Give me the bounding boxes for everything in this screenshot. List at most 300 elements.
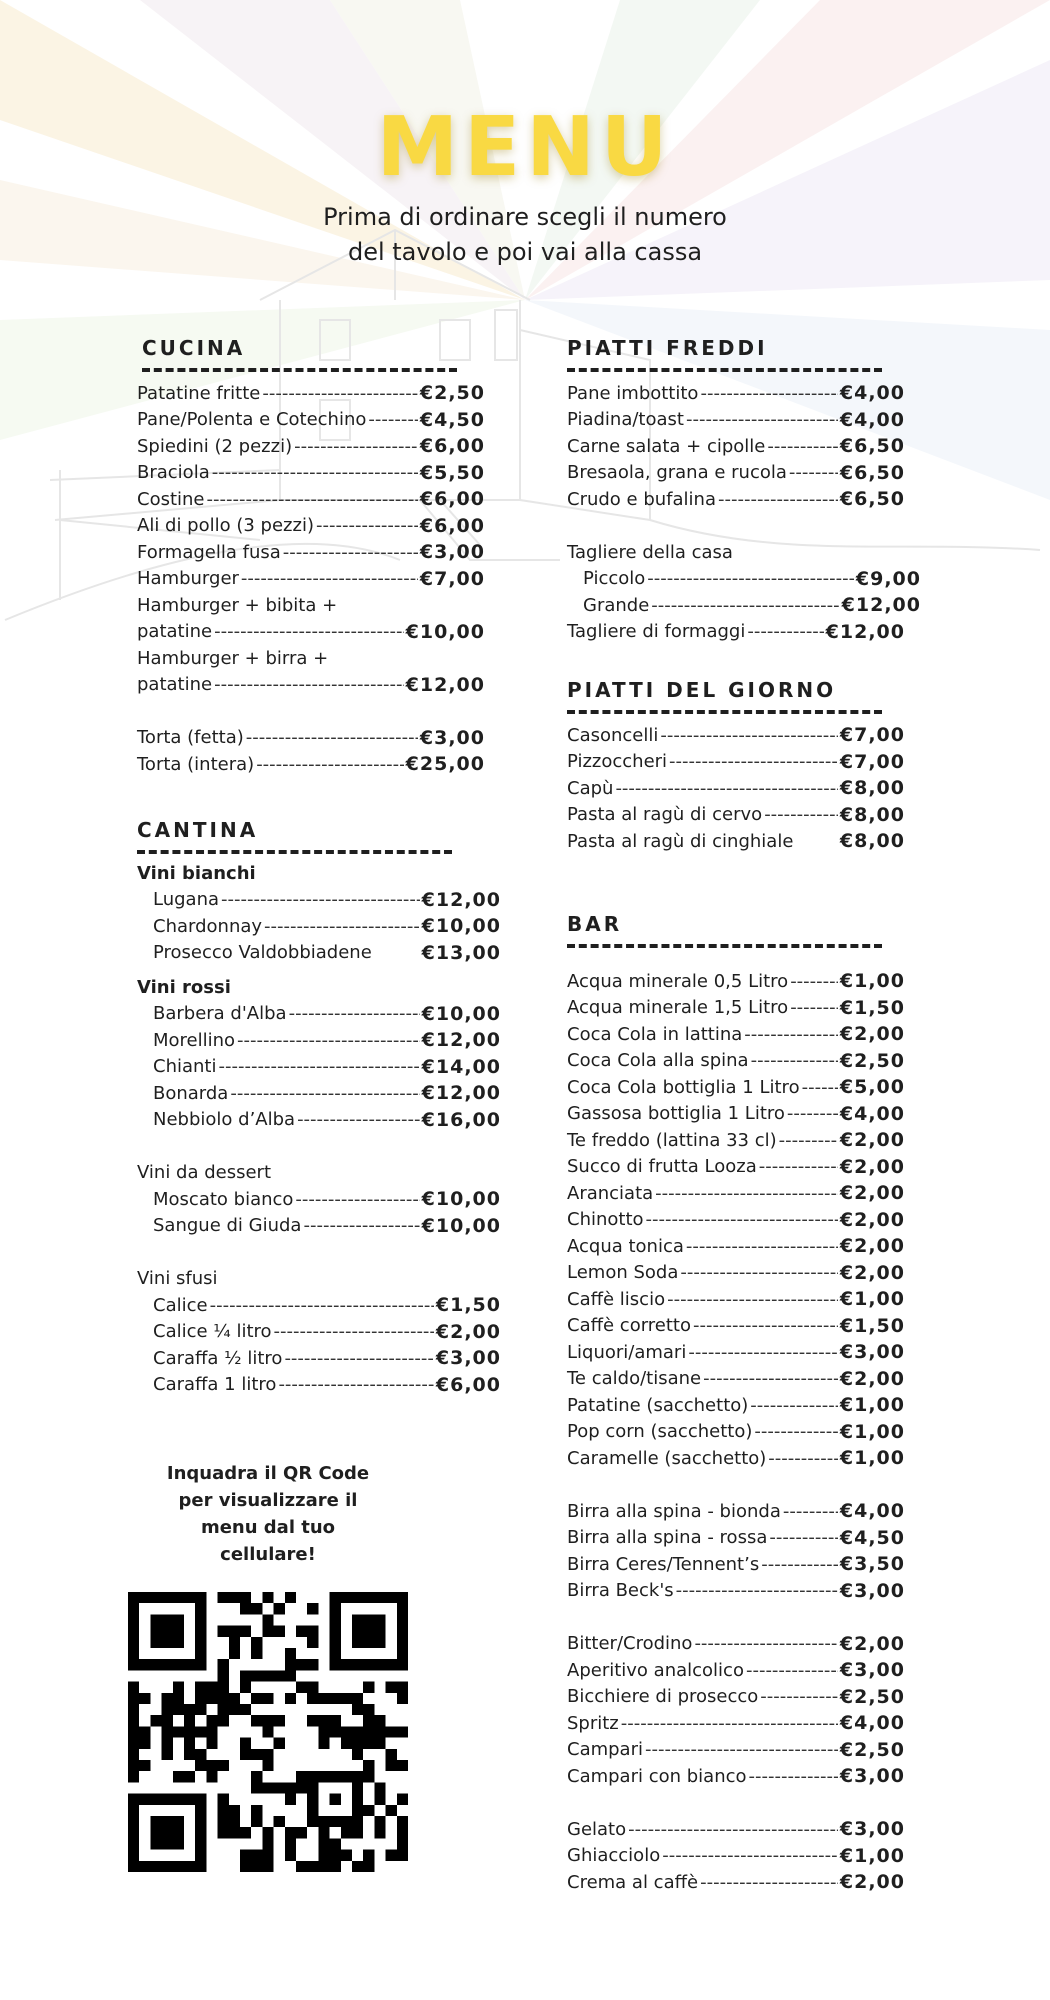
menu-item-price: €12,00	[825, 620, 905, 643]
menu-item-name: Chardonnay	[153, 915, 263, 937]
menu-item-name: Birra alla spina - bionda	[567, 1500, 781, 1522]
menu-title: MENU	[376, 100, 674, 195]
menu-item-price: €10,00	[421, 1188, 501, 1210]
leader-dashes	[230, 1083, 419, 1104]
item-label: Hamburger + birra +	[137, 647, 329, 669]
menu-item	[137, 913, 501, 939]
menu-item	[567, 1525, 905, 1551]
menu-item-price: €8,00	[839, 830, 905, 852]
menu-item-price: €2,50	[419, 382, 485, 404]
menu-item-name: Patatine (sacchetto)	[567, 1394, 749, 1416]
menu-item	[137, 1107, 501, 1133]
menu-item-price: €1,00	[839, 970, 905, 992]
menu-item	[137, 513, 485, 539]
leader-dashes	[686, 409, 838, 430]
leader-dashes	[693, 1315, 838, 1336]
leader-dashes	[759, 1156, 838, 1177]
menu-item-price: €2,00	[435, 1320, 501, 1343]
menu-item	[567, 1710, 905, 1736]
leader-dashes	[295, 1189, 419, 1210]
menu-item	[137, 1292, 501, 1318]
leader-dashes	[768, 1448, 838, 1469]
menu-item-price: €3,00	[839, 1765, 905, 1787]
menu-item-name: Gelato	[567, 1818, 627, 1840]
menu-item-name: Te freddo (lattina 33 cl)	[567, 1129, 777, 1151]
menu-item	[567, 1127, 905, 1153]
leader-dashes	[761, 1554, 838, 1575]
menu-item-name: Casoncelli	[567, 724, 659, 746]
menu-item-name: Lemon Soda	[567, 1262, 679, 1283]
menu-item-price: €10,00	[405, 620, 485, 643]
menu-item-name: Ali di pollo (3 pezzi)	[137, 515, 314, 536]
menu-item-name: Calice ¼ litro	[153, 1321, 272, 1342]
menu-item-price: €8,00	[839, 777, 905, 799]
menu-item-price: €6,00	[419, 514, 485, 537]
menu-item-price: €2,00	[839, 1155, 905, 1178]
menu-item-name: Aranciata	[567, 1182, 654, 1204]
menu-item-price: €2,00	[839, 1871, 905, 1893]
menu-item-price: €3,00	[839, 1818, 905, 1840]
menu-item-name: Pane/Polenta e Cotechino	[137, 409, 367, 430]
menu-item-price: €1,50	[839, 1314, 905, 1337]
menu-item	[567, 1631, 905, 1657]
leader-dashes	[221, 889, 420, 910]
leader-dashes	[294, 436, 418, 457]
menu-item-price: €4,00	[839, 1102, 905, 1125]
menu-item-name: Birra Beck's	[567, 1580, 674, 1601]
menu-item-price: €6,50	[839, 461, 905, 484]
menu-item	[567, 1207, 905, 1233]
menu-item-price: €7,00	[419, 567, 485, 590]
menu-item-name: Nebbiolo d’Alba	[153, 1109, 296, 1130]
menu-item-name: Caffè corretto	[567, 1315, 691, 1336]
leader-dashes	[241, 568, 418, 589]
item-label: Tagliere della casa	[567, 541, 733, 563]
menu-item-price: €4,00	[839, 1500, 905, 1522]
menu-item-name: Calice	[153, 1294, 208, 1316]
section-divider	[137, 850, 452, 854]
menu-item-name: Capù	[567, 777, 614, 799]
menu-item	[137, 380, 485, 406]
menu-item-price: €12,00	[841, 594, 921, 616]
menu-item	[567, 749, 905, 775]
menu-item-price: €4,50	[839, 1526, 905, 1549]
menu-item-price: €2,50	[839, 1685, 905, 1708]
leader-dashes	[662, 1845, 838, 1866]
leader-dashes	[283, 542, 418, 563]
leader-dashes	[655, 1183, 838, 1204]
leader-dashes	[210, 1295, 434, 1316]
menu-item	[137, 1001, 501, 1027]
menu-item	[137, 887, 501, 913]
subtitle-line-2: del tavolo e poi vai alla cassa	[347, 238, 703, 266]
item-label: Vini da dessert	[137, 1162, 272, 1183]
section-divider	[567, 368, 882, 372]
menu-item	[567, 1180, 905, 1206]
menu-item	[567, 1657, 905, 1683]
menu-item-name: Chinotto	[567, 1209, 644, 1230]
menu-item-name: patatine	[137, 621, 213, 642]
leader-dashes	[749, 1766, 838, 1787]
menu-item	[567, 828, 905, 854]
leader-dashes	[769, 1527, 838, 1548]
menu-item	[567, 1684, 905, 1710]
menu-item-name: Spiedini (2 pezzi)	[137, 435, 293, 457]
leader-dashes	[274, 1321, 434, 1342]
menu-item-name: Crema al caffè	[567, 1871, 699, 1893]
menu-item	[567, 1843, 905, 1869]
leader-dashes	[628, 1819, 838, 1840]
menu-item	[567, 1286, 905, 1312]
menu-item	[567, 1260, 905, 1286]
menu-item-price: €1,50	[435, 1294, 501, 1316]
leader-dashes	[651, 595, 839, 616]
section-divider	[567, 710, 882, 714]
menu-item	[567, 968, 905, 994]
menu-item-name: Caramelle (sacchetto)	[567, 1447, 767, 1469]
leader-dashes	[751, 1050, 838, 1071]
menu-item-price: €1,00	[839, 1420, 905, 1443]
menu-item-price: €5,00	[839, 1076, 905, 1098]
menu-item	[567, 486, 905, 512]
subsection-label: Vini rossi	[137, 976, 231, 998]
menu-item-price: €16,00	[421, 1108, 501, 1131]
menu-item-price: €12,00	[421, 1082, 501, 1104]
section-title-cucina: CUCINA	[142, 336, 246, 360]
menu-item-name: Pizzoccheri	[567, 751, 668, 772]
qr-code[interactable]	[128, 1592, 408, 1872]
menu-item-name: Caraffa 1 litro	[153, 1374, 277, 1395]
menu-item	[137, 619, 485, 645]
item-label: Hamburger + bibita +	[137, 594, 338, 616]
menu-item-name: Prosecco Valdobbiadene	[153, 942, 372, 963]
menu-item-name: Pane imbottito	[567, 382, 699, 404]
leader-dashes	[676, 1580, 838, 1601]
section-title-piatti-del-giorno: PIATTI DEL GIORNO	[567, 678, 837, 702]
menu-item-price: €1,00	[839, 1844, 905, 1867]
menu-item-name: Coca Cola alla spina	[567, 1050, 749, 1071]
menu-item	[137, 940, 501, 966]
menu-item	[567, 566, 921, 592]
menu-item-name: Torta (fetta)	[137, 727, 244, 748]
leader-dashes	[718, 489, 838, 510]
menu-item	[137, 1080, 501, 1106]
menu-item-name: Bresaola, grana e rucola	[567, 462, 787, 483]
leader-dashes	[646, 1209, 838, 1230]
leader-dashes	[284, 1348, 433, 1369]
menu-item	[567, 460, 905, 486]
menu-item-price: €2,00	[839, 1208, 905, 1231]
menu-item-price: €12,00	[405, 673, 485, 696]
menu-item-name: Hamburger	[137, 568, 239, 589]
menu-item-name: Pasta al ragù di cervo	[567, 804, 763, 825]
leader-dashes	[667, 1289, 838, 1310]
menu-item-price: €6,50	[839, 435, 905, 457]
menu-item-price: €7,00	[839, 724, 905, 746]
menu-item-price: €2,50	[839, 1049, 905, 1072]
menu-item-price: €3,50	[839, 1553, 905, 1575]
menu-item-price: €2,00	[839, 1023, 905, 1045]
menu-item-price: €9,00	[855, 567, 921, 590]
menu-item	[137, 1372, 501, 1398]
menu-item-price: €2,00	[839, 1632, 905, 1655]
menu-item-price: €3,00	[839, 1341, 905, 1363]
leader-dashes	[207, 489, 418, 510]
leader-dashes	[212, 462, 418, 483]
leader-dashes	[218, 1056, 419, 1077]
menu-item-name: Acqua minerale 1,5 Litro	[567, 997, 789, 1018]
menu-item	[137, 1027, 501, 1053]
menu-item-name: Bicchiere di prosecco	[567, 1686, 759, 1707]
menu-item-price: €3,00	[839, 1659, 905, 1681]
menu-item	[567, 1366, 905, 1392]
qr-text-line: menu dal tuo	[200, 1517, 336, 1538]
qr-instructions	[158, 1460, 378, 1568]
menu-item	[567, 1154, 905, 1180]
leader-dashes	[767, 436, 838, 457]
menu-item-price: €5,50	[419, 461, 485, 484]
menu-item-name: Crudo e bufalina	[567, 488, 716, 510]
menu-item	[567, 1021, 905, 1047]
menu-item	[137, 486, 485, 512]
menu-item	[137, 407, 485, 433]
menu-item	[567, 592, 921, 618]
menu-item-price: €3,00	[435, 1347, 501, 1369]
menu-item-price: €13,00	[421, 941, 501, 964]
leader-dashes	[660, 725, 838, 746]
menu-item	[567, 380, 905, 406]
menu-item-name: Ghiacciolo	[567, 1845, 661, 1866]
leader-dashes	[750, 1395, 838, 1416]
menu-item-name: Campari con bianco	[567, 1765, 747, 1787]
leader-dashes	[700, 383, 837, 404]
leader-dashes	[303, 1215, 419, 1236]
menu-item-name: Aperitivo analcolico	[567, 1659, 744, 1681]
menu-item-name: Moscato bianco	[153, 1188, 294, 1210]
leader-dashes	[264, 916, 420, 937]
leader-dashes	[764, 804, 838, 825]
menu-item	[567, 995, 905, 1021]
menu-item-name: patatine	[137, 674, 213, 695]
menu-item-price: €10,00	[421, 915, 501, 937]
menu-item	[567, 619, 905, 645]
menu-item	[137, 725, 485, 751]
leader-dashes	[647, 568, 854, 589]
menu-item	[567, 1419, 905, 1445]
menu-item-price: €2,00	[839, 1129, 905, 1151]
leader-dashes	[744, 1024, 838, 1045]
qr-text-line: cellulare!	[220, 1544, 316, 1565]
menu-item	[567, 1763, 905, 1789]
leader-dashes	[700, 1872, 838, 1893]
leader-dashes	[688, 1342, 838, 1363]
section-divider	[567, 944, 882, 948]
leader-dashes	[256, 754, 403, 775]
menu-item-price: €10,00	[421, 1214, 501, 1237]
menu-item-name: Coca Cola bottiglia 1 Litro	[567, 1076, 800, 1098]
menu-item-name: Carne salata + cipolle	[567, 435, 766, 457]
menu-item-price: €12,00	[421, 1029, 501, 1051]
menu-item-price: €1,00	[839, 1288, 905, 1310]
menu-item-price: €10,00	[421, 1002, 501, 1025]
menu-item-name: Campari	[567, 1739, 643, 1760]
menu-item-price: €6,00	[419, 488, 485, 510]
leader-dashes	[246, 727, 418, 748]
menu-item-name: Sangue di Giuda	[153, 1215, 302, 1236]
menu-item-name: Piadina/toast	[567, 409, 684, 430]
menu-item-name: Torta (intera)	[137, 753, 255, 775]
leader-dashes	[686, 1236, 838, 1257]
subtitle-line-1: Prima di ordinare scegli il numero	[323, 203, 727, 231]
menu-item-name: Birra Ceres/Tennent’s	[567, 1553, 760, 1575]
menu-item-price: €1,00	[839, 1394, 905, 1416]
menu-item	[567, 1313, 905, 1339]
menu-item-name: Braciola	[137, 462, 210, 483]
menu-item-name: Morellino	[153, 1029, 236, 1051]
menu-item	[137, 1345, 501, 1371]
menu-item	[567, 1392, 905, 1418]
menu-item-name: Acqua minerale 0,5 Litro	[567, 970, 789, 992]
section-title-piatti-freddi: PIATTI FREDDI	[567, 336, 768, 360]
leader-dashes	[703, 1368, 838, 1389]
menu-item-price: €4,00	[839, 382, 905, 404]
menu-item	[137, 672, 485, 698]
menu-item-price: €4,50	[419, 408, 485, 431]
menu-item-price: €2,00	[839, 1235, 905, 1257]
leader-dashes	[289, 1003, 420, 1024]
menu-item-name: Succo di frutta Looza	[567, 1156, 757, 1177]
menu-item-name: Pasta al ragù di cinghiale	[567, 830, 794, 852]
menu-item	[137, 1319, 501, 1345]
menu-item	[137, 539, 485, 565]
leader-dashes	[802, 1077, 838, 1098]
menu-item	[567, 1445, 905, 1471]
menu-subtitle	[0, 200, 1050, 270]
menu-item-price: €4,00	[839, 408, 905, 431]
section-title-cantina: CANTINA	[137, 818, 259, 842]
menu-item-price: €2,00	[839, 1182, 905, 1204]
menu-item	[567, 1816, 905, 1842]
menu-item-price: €7,00	[839, 750, 905, 773]
menu-item	[137, 460, 485, 486]
qr-text-line: per visualizzare il	[178, 1490, 358, 1511]
menu-item	[567, 433, 905, 459]
section-title-bar: BAR	[567, 912, 623, 936]
menu-item	[567, 1737, 905, 1763]
menu-item-price: €3,00	[839, 1579, 905, 1602]
menu-item-name: Bonarda	[153, 1082, 229, 1104]
menu-item-price: €2,00	[839, 1261, 905, 1284]
menu-item-name: Chianti	[153, 1056, 217, 1077]
qr-text-line: Inquadra il QR Code	[166, 1463, 370, 1484]
menu-item-name: Tagliere di formaggi	[567, 621, 746, 642]
menu-item-name: Barbera d'Alba	[153, 1003, 287, 1024]
leader-dashes	[214, 621, 404, 642]
menu-item-price: €6,50	[839, 488, 905, 510]
menu-item-name: Patatine fritte	[137, 382, 261, 404]
menu-item-name: Gassosa bottiglia 1 Litro	[567, 1103, 785, 1124]
menu-item	[567, 1578, 905, 1604]
menu-item	[137, 433, 485, 459]
menu-item	[567, 1339, 905, 1365]
leader-dashes	[790, 971, 838, 992]
leader-dashes	[316, 515, 418, 536]
leader-dashes	[760, 1686, 838, 1707]
menu-item	[137, 751, 485, 777]
menu-item-price: €2,50	[839, 1738, 905, 1761]
leader-dashes	[214, 674, 404, 695]
menu-item-name: Te caldo/tisane	[567, 1368, 702, 1389]
leader-dashes	[621, 1713, 838, 1734]
menu-item-name: Spritz	[567, 1712, 619, 1734]
menu-item	[137, 566, 485, 592]
menu-item-price: €14,00	[421, 1055, 501, 1078]
leader-dashes	[237, 1030, 420, 1051]
menu-item-name: Pop corn (sacchetto)	[567, 1421, 753, 1442]
leader-dashes	[680, 1262, 838, 1283]
menu-item	[567, 1498, 905, 1524]
menu-item-price: €6,00	[419, 435, 485, 457]
leader-dashes	[297, 1109, 420, 1130]
menu-item-price: €4,00	[839, 1712, 905, 1734]
menu-item-price: €1,00	[839, 1447, 905, 1469]
leader-dashes	[789, 462, 838, 483]
menu-item-name: Bitter/Crodino	[567, 1633, 693, 1654]
menu-item	[567, 1233, 905, 1259]
menu-item	[567, 407, 905, 433]
menu-item	[567, 802, 905, 828]
menu-item-price: €1,50	[839, 996, 905, 1019]
menu-item-name: Liquori/amari	[567, 1341, 687, 1363]
menu-item-name: Caffè liscio	[567, 1288, 666, 1310]
menu-item-name: Birra alla spina - rossa	[567, 1527, 768, 1548]
menu-item-name: Coca Cola in lattina	[567, 1023, 743, 1045]
menu-item	[567, 722, 905, 748]
item-label: Vini sfusi	[137, 1268, 218, 1289]
leader-dashes	[615, 778, 837, 799]
menu-item	[567, 1048, 905, 1074]
menu-item-price: €25,00	[405, 753, 485, 775]
leader-dashes	[669, 751, 838, 772]
menu-item	[567, 1101, 905, 1127]
section-divider	[142, 368, 457, 372]
subsection-label: Vini bianchi	[137, 862, 256, 884]
menu-item-name: Caraffa ½ litro	[153, 1347, 283, 1369]
menu-item-price: €2,00	[839, 1367, 905, 1390]
menu-item-name: Lugana	[153, 889, 220, 910]
menu-item	[567, 1074, 905, 1100]
menu-item-name: Acqua tonica	[567, 1235, 684, 1257]
leader-dashes	[779, 1130, 838, 1151]
leader-dashes	[790, 997, 838, 1018]
leader-dashes	[787, 1103, 838, 1124]
leader-dashes	[746, 1660, 838, 1681]
menu-item-price: €6,00	[435, 1373, 501, 1396]
menu-item	[567, 1551, 905, 1577]
leader-dashes	[694, 1633, 837, 1654]
menu-item	[137, 1213, 501, 1239]
leader-dashes	[262, 383, 418, 404]
menu-item	[567, 775, 905, 801]
menu-item-price: €8,00	[839, 803, 905, 826]
leader-dashes	[368, 409, 418, 430]
leader-dashes	[645, 1739, 838, 1760]
menu-item-price: €12,00	[421, 888, 501, 911]
menu-item-name: Formagella fusa	[137, 541, 281, 563]
menu-item	[137, 1054, 501, 1080]
leader-dashes	[783, 1501, 838, 1522]
menu-item-name: Grande	[583, 594, 650, 616]
